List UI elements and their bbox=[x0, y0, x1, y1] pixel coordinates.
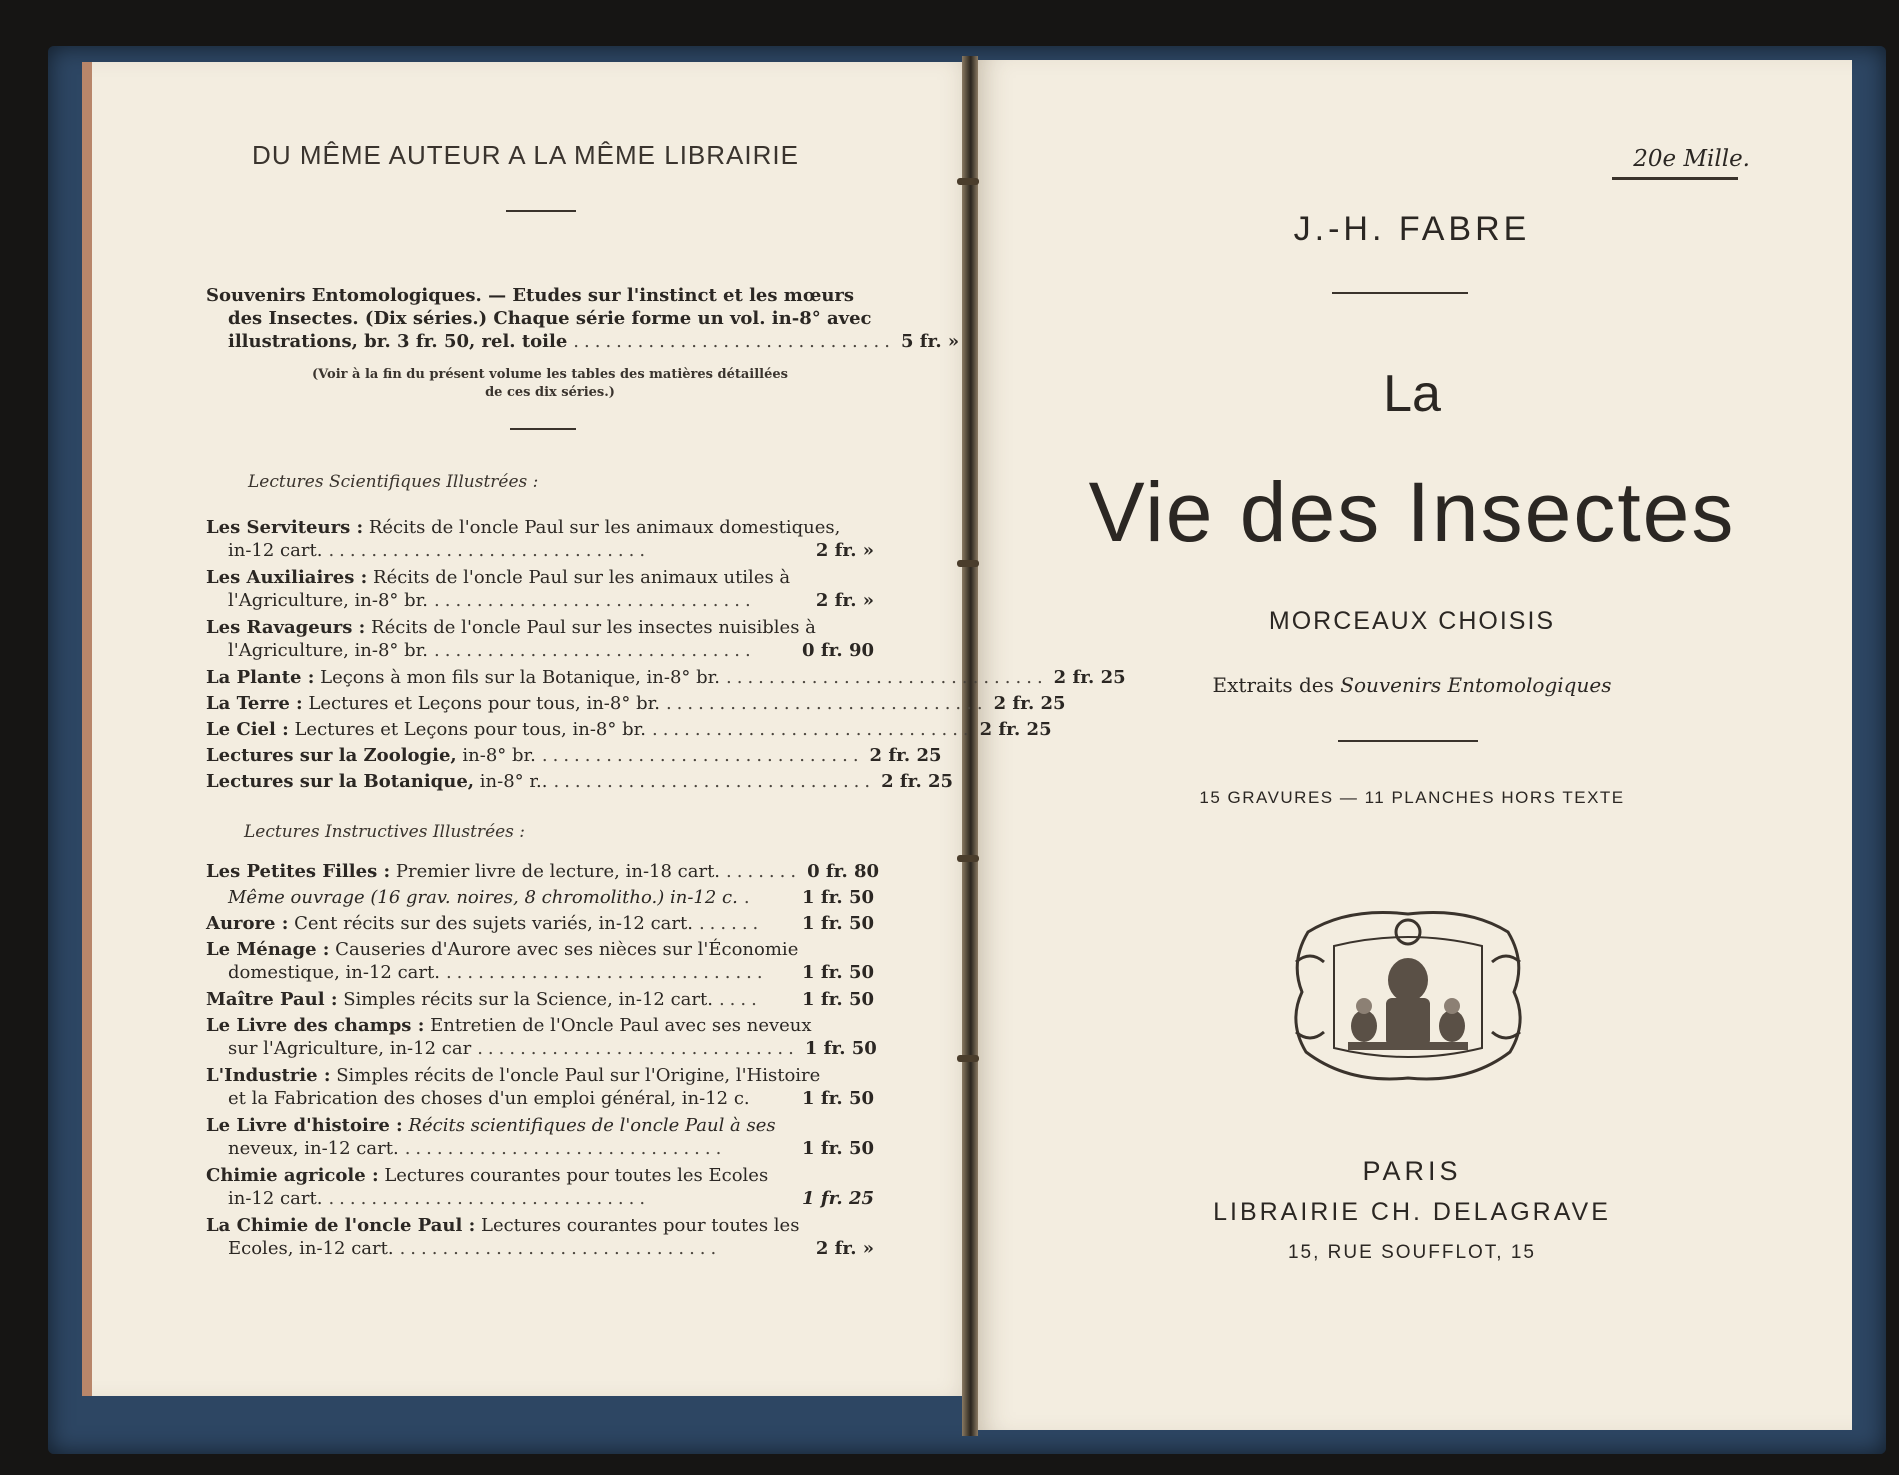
author-name: J.-H. FABRE bbox=[1293, 210, 1531, 248]
binding-stitch bbox=[957, 560, 979, 567]
book-entry-scientific: Lectures sur la Botanique, in-8° r.. .............................. 2 fr. 25 bbox=[206, 771, 954, 792]
extract-note: Extraits des Souvenirs Entomologiques bbox=[1212, 673, 1612, 697]
book-entry-scientific: Les Auxiliaires : Récits de l'oncle Paul sur les animaux utiles à l'Agriculture, in-8° br. .............................. 2 fr. » bbox=[206, 567, 874, 611]
publisher-address: 15, RUE SOUFFLOT, 15 bbox=[1287, 1242, 1536, 1263]
subtitle: MORCEAUX CHOISIS bbox=[1268, 607, 1556, 635]
section-rule bbox=[510, 428, 576, 430]
book-entry-meme-ouvrage: Même ouvrage (16 grav. noires, 8 chromolitho.) in-12 c. . 1 fr. 50 bbox=[228, 887, 874, 908]
binding-stitch bbox=[957, 1055, 979, 1062]
book-entry-scientific: Lectures sur la Zoologie, in-8° br. .............................. 2 fr. 25 bbox=[206, 745, 942, 766]
heading-rule bbox=[506, 210, 576, 212]
binding-stitch bbox=[957, 855, 979, 862]
series-note: (Voir à la fin du présent volume les tables des matières détaillées de ces dix séries.) bbox=[312, 367, 788, 400]
printing-run-rule bbox=[1612, 177, 1738, 180]
book-entry-aurore: Aurore : Cent récits sur des sujets variés, in-12 cart. ...... 1 fr. 50 bbox=[206, 913, 874, 934]
book-entry-scientific: Les Ravageurs : Récits de l'oncle Paul sur les insectes nuisibles à l'Agriculture, in-8° br. .............................. 0 fr. 90 bbox=[206, 617, 874, 661]
section-instructive-label: Lectures Instructives Illustrées : bbox=[244, 822, 526, 842]
book-entry-scientific: La Terre : Lectures et Leçons pour tous, in-8° br. .............................. 2 fr. 25 bbox=[206, 693, 1066, 714]
book-entry-scientific: Les Serviteurs : Récits de l'oncle Paul sur les animaux domestiques, in-12 cart. .............................. 2 fr. » bbox=[206, 517, 874, 561]
printing-run-label: 20e Mille. bbox=[1633, 146, 1750, 172]
book-entry-chimie-agricole: Chimie agricole : Lectures courantes pour toutes les Ecoles in-12 cart. .............................. 1 fr. 25 bbox=[206, 1165, 874, 1209]
souvenirs-entry: Souvenirs Entomologiques. — Etudes sur l'instinct et les mœurs des Insectes. (Dix séries.) Chaque série forme un vol. in-8° avec illustrations, br. 3 fr. 50, rel. toile .............................. 5 fr. » bbox=[206, 285, 960, 352]
book-gutter bbox=[962, 56, 978, 1436]
book-entry-scientific: La Plante : Leçons à mon fils sur la Botanique, in-8° br. .............................. 2 fr. 25 bbox=[206, 667, 1126, 688]
book-entry-livre-histoire: Le Livre d'histoire : Récits scientifiques de l'oncle Paul à ses neveux, in-12 cart. .............................. 1 fr. 50 bbox=[206, 1115, 874, 1159]
publisher-emblem bbox=[1288, 902, 1528, 1088]
book-entry-scientific: Le Ciel : Lectures et Leçons pour tous, in-8° br. .............................. 2 fr. 25 bbox=[206, 719, 1052, 740]
book-entry-petites-filles: Les Petites Filles : Premier livre de lecture, in-18 cart. ....... 0 fr. 80 bbox=[206, 861, 880, 882]
binding-stitch bbox=[957, 178, 979, 185]
book-entry-livre-champs: Le Livre des champs : Entretien de l'Oncle Paul avec ses neveux sur l'Agriculture, in-12 car .............................. 1 fr. 50 bbox=[206, 1015, 877, 1059]
left-page-heading: DU MÊME AUTEUR A LA MÊME LIBRAIRIE bbox=[252, 140, 799, 170]
book-title: Vie des Insectes bbox=[1088, 465, 1736, 559]
book-entry-menage: Le Ménage : Causeries d'Aurore avec ses nièces sur l'Économie domestique, in-12 cart. .............................. 1 fr. 50 bbox=[206, 939, 874, 983]
title-article: La bbox=[1383, 365, 1441, 423]
book-entry-industrie: L'Industrie : Simples récits de l'oncle Paul sur l'Origine, l'Histoire et la Fabrication des choses d'un emploi général, in-12 c. 1 fr. 50 bbox=[206, 1065, 874, 1109]
section-scientific-label: Lectures Scientifiques Illustrées : bbox=[248, 472, 539, 492]
subtitle-rule bbox=[1338, 740, 1478, 742]
author-rule bbox=[1332, 292, 1468, 294]
illustrations-note: 15 GRAVURES — 11 PLANCHES HORS TEXTE bbox=[1199, 788, 1625, 807]
publisher-name: LIBRAIRIE CH. DELAGRAVE bbox=[1213, 1198, 1611, 1226]
book-entry-chimie-oncle: La Chimie de l'oncle Paul : Lectures courantes pour toutes les Ecoles, in-12 cart. .............................. 2 fr. » bbox=[206, 1215, 874, 1259]
book-entry-maitre-paul: Maître Paul : Simples récits sur la Science, in-12 cart. .... 1 fr. 50 bbox=[206, 989, 874, 1010]
city: PARIS bbox=[1362, 1156, 1462, 1186]
